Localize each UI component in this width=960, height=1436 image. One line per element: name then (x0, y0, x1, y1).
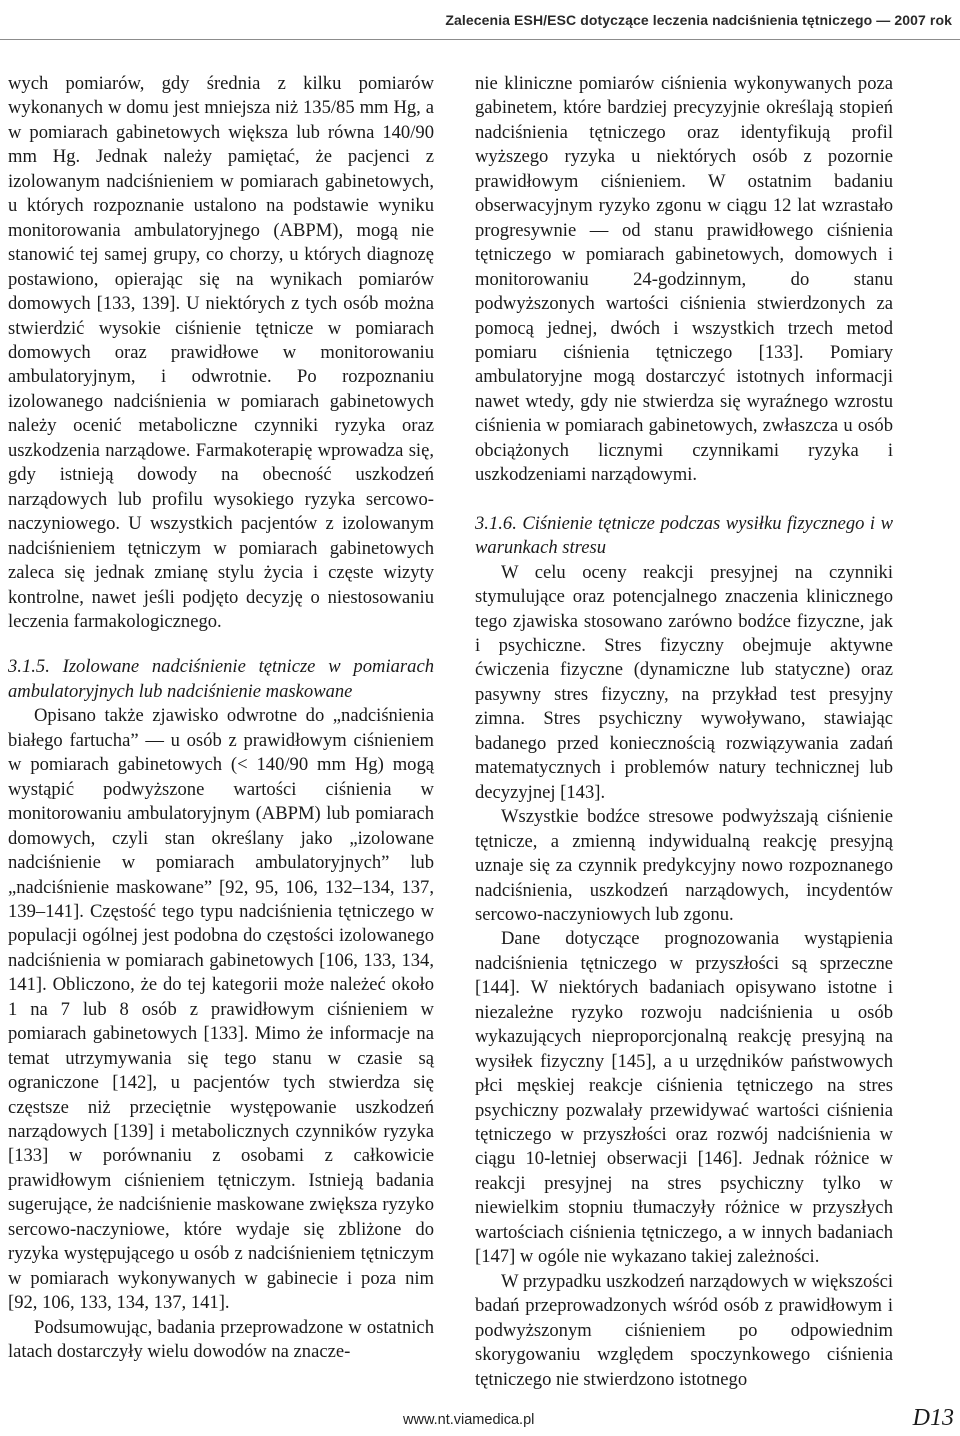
left-paragraph-2: Opisano także zjawisko odwrotne do „nadciśnienia białego fartucha” — u osób z prawidłowym ciśnieniem w pomiarach gabinetowych (< 140/90 mm Hg) mogą wystąpić podwyższone wartości ciśnienia w monitorowaniu ambulatoryjnym (ABPM) lub pomiarach domowych, czyli stan określany jako „izolowane nadciśnienie w pomiarach ambulatoryjnych” lub „nadciśnienie maskowane” [92, 95, 106, 132–134, 137, 139–141]. Częstość tego typu nadciśnienia tętniczego w populacji ogólnej jest podobna do częstości izolowanego nadciśnienia w pomiarach gabinetowych [106, 133, 134, 141]. Obliczono, że do tej kategorii może należeć około 1 na 7 lub 8 osób z prawidłowym ciśnieniem w pomiarach gabinetowych [133]. Mimo że informacje na temat utrzymywania się tego stanu w czasie są ograniczone [142], u pacjentów tych stwierdza się częstsze niż przeciętnie występowanie uszkodzeń narządowych [139] i metabolicznych czynników ryzyka [133] w porównaniu z osobami z całkowicie prawidłowym ciśnieniem tętniczym. Istnieją badania sugerujące, że nadciśnienie maskowane zwiększa ryzyko sercowo-naczyniowe, które wydaje się zbliżone do ryzyka występującego u osób z nadciśnieniem tętniczym w pomiarach wykonywanych w gabinecie i poza nim [92, 106, 133, 134, 137, 141]. (8, 705, 434, 1314)
left-paragraph-3: Podsumowując, badania przeprowadzone w ostatnich latach dostarczyły wielu dowodów na znacze- (8, 1316, 434, 1363)
right-paragraph-3: Wszystkie bodźce stresowe podwyższają ciśnienie tętnicze, a zmienną indywidualną reakcję presyjną uznaje się za czynnik predykcyjny nowo rozpoznanego nadciśnienia, uszkodzeń narządowych, incydentów sercowo-naczyniowych lub zgonu. (475, 806, 893, 925)
right-paragraph-1: nie kliniczne pomiarów ciśnienia wykonywanych poza gabinetem, które bardziej precyzyjnie określają stopień nadciśnienia tętniczego oraz identyfikują profil wyższego ryzyka u niektórych osób z pozornie prawidłowym ciśnieniem. W ostatnim badaniu obserwacyjnym ryzyko zgonu w ciągu 12 lat wzrastało progresywnie — od stanu prawidłowego ciśnienia tętniczego w pomiarach gabinetowych, domowych i monitorowaniu 24-godzinnym, do stanu podwyższonych wartości ciśnienia stwierdzonych za pomocą jednej, dwóch i wszystkich trzech metod pomiaru ciśnienia tętniczego [133]. Pomiary ambulatoryjne mogą dostarczyć istotnych informacji nawet wtedy, gdy nie stwierdza się wyraźnego wzrostu ciśnienia w pomiarach gabinetowych, zwłaszcza u osób obciążonych licznymi czynnikami ryzyka i uszkodzeniami narządowymi. (475, 73, 893, 486)
running-header (0, 0, 960, 40)
page-number: D13 (912, 1405, 954, 1431)
left-column (8, 72, 434, 1365)
right-paragraph-5: W przypadku uszkodzeń narządowych w większości badań przeprowadzonych wśród osób z prawidłowym i podwyższonym ciśnieniem po odpowiednim skorygowaniu względem spoczynkowego ciśnienia tętniczego nie stwierdzono istotnego (475, 1270, 893, 1390)
right-paragraph-2: W celu oceny reakcji presyjnej na czynniki stymulujące oraz potencjalnego znaczenia klinicznego tego zjawiska stosowano zarówno bodźce fizyczne, jak i psychiczne. Stres fizyczny obejmuje aktywne ćwiczenia fizyczne (dynamiczne lub statyczne) oraz pasywny stres fizyczny, na przykład test presyjny zimna. Stres psychiczny wywoływano, stawiając badanego przed koniecznością rozwiązywania zadań matematycznych i problemów natury technicznej lub decyzyjnej [143]. (475, 561, 893, 803)
journal-header-title: Zalecenia ESH/ESC dotyczące leczenia nadciśnienia tętniczego — 2007 rok (445, 12, 952, 28)
footer-url: www.nt.viamedica.pl (403, 1412, 535, 1428)
right-paragraph-4: Dane dotyczące prognozowania wystąpienia nadciśnienia tętniczego w przyszłości są sprzeczne [144]. W niektórych badaniach opisywano istotne i niezależne ryzyko rozwoju nadciśnienia u osób wykazujących nieproporcjonalną reakcję presyjną na wysiłek fizyczny [145], a u urzędników państwowych płci męskiej reakcje ciśnienia tętniczego na stres psychiczny pozwalały przewidywać wartości ciśnienia tętniczego w przyszłości oraz rozwój nadciśnienia w ciągu 10-letniej obserwacji [146]. Jednak różnice w reakcji presyjnej na stres psychiczny tylko w niewielkim stopniu tłumaczyły różnice w przyszłych wartościach ciśnienia tętniczego, a w innych badaniach [147] w ogóle nie wykazano takiej zależności. (475, 928, 893, 1268)
left-paragraph-1: wych pomiarów, gdy średnia z kilku pomiarów wykonanych w domu jest mniejsza niż 135/85 mm Hg, a w pomiarach gabinetowych większa lub równa 140/90 mm Hg. Jednak należy pamiętać, że pacjenci z izolowanym nadciśnieniem w pomiarach gabinetowych, u których rozpoznanie ustalono na podstawie wyniku monitorowania ambulatoryjnego (ABPM), mogą nie stanowić tej samej grupy, co chorzy, u których diagnozę postawiono, opierając się na wynikach pomiarów domowych [133, 139]. U niektórych z tych osób można stwierdzić wysokie ciśnienie tętnicze w pomiarach domowych oraz prawidłowe w monitorowaniu ambulatoryjnym, i odwrotnie. Po rozpoznaniu izolowanego nadciśnienia w pomiarach gabinetowych należy ocenić metaboliczne czynniki ryzyka oraz uszkodzenia narządowe. Farmakoterapię wprowadza się, gdy istnieją dowody na obecność uszkodzeń narządowych lub profilu wysokiego ryzyka sercowo-naczyniowego. U wszystkich pacjentów z izolowanym nadciśnieniem tętniczym w pomiarach gabinetowych zaleca się jednak zmianę stylu życia i częste wizyty kontrolne, nawet jeśli podjęto decyzję o niestosowaniu leczenia farmakologicznego. (8, 73, 434, 632)
section-heading-3-1-5: 3.1.5. Izolowane nadciśnienie tętnicze w pomiarach ambulatoryjnych lub nadciśnienie maskowane (8, 656, 434, 702)
right-column (475, 72, 893, 1392)
section-heading-3-1-6: 3.1.6. Ciśnienie tętnicze podczas wysiłku fizycznego i w warunkach stresu (475, 512, 893, 559)
